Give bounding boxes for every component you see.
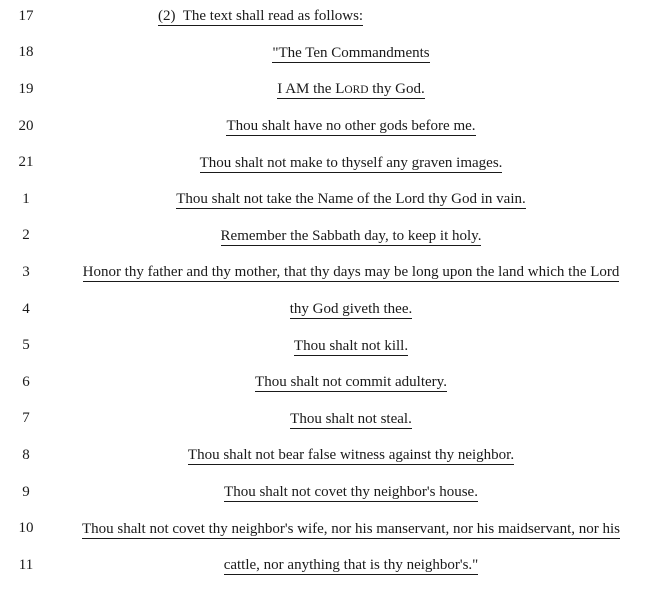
line-text: Thou shalt not covet thy neighbor's wife, nor his manservant, nor his maidservant, nor his	[81, 520, 621, 537]
document-line	[0, 327, 670, 364]
document-line	[0, 401, 670, 438]
line-content	[60, 483, 642, 501]
line-content	[60, 410, 642, 428]
line-text: Thou shalt have no other gods before me.	[226, 118, 476, 135]
line-content	[60, 520, 642, 538]
document-line	[0, 254, 670, 291]
line-content	[60, 154, 642, 172]
line-text: Thou shalt not bear false witness against thy neighbor.	[187, 447, 515, 464]
document-line	[0, 474, 670, 511]
document-line	[0, 437, 670, 474]
document-line	[0, 218, 670, 255]
line-number: 8	[22, 446, 30, 463]
line-number: 3	[22, 263, 30, 280]
line-text: cattle, nor anything that is thy neighbor's."	[223, 557, 479, 574]
line-text: thy God giveth thee.	[289, 301, 413, 318]
document-line	[0, 35, 670, 72]
line-number: 4	[22, 300, 30, 317]
line-text-segment: I AM the L	[277, 81, 345, 98]
line-text: Remember the Sabbath day, to keep it holy.	[220, 227, 482, 244]
document-line	[0, 108, 670, 145]
line-content	[60, 190, 642, 208]
line-content	[60, 300, 642, 318]
line-content	[60, 556, 642, 574]
line-number: 19	[18, 80, 34, 97]
document-line	[0, 0, 670, 35]
line-number: 1	[22, 190, 30, 207]
line-text: Thou shalt not steal.	[290, 410, 412, 427]
document-line	[0, 181, 670, 218]
document-line	[0, 144, 670, 181]
line-text: Honor thy father and thy mother, that thy days may be long upon the land which the Lord	[82, 264, 620, 281]
document-line	[0, 510, 670, 547]
line-text: "The Ten Commandments	[272, 44, 430, 61]
line-number: 21	[18, 154, 34, 171]
line-content	[60, 373, 642, 391]
line-number: 5	[22, 337, 30, 354]
line-text: Thou shalt not commit adultery.	[255, 374, 447, 391]
line-content	[60, 44, 642, 62]
line-content	[60, 446, 642, 464]
line-number: 20	[18, 117, 34, 134]
line-number: 9	[22, 483, 30, 500]
line-text: (2) The text shall read as follows:	[158, 8, 364, 25]
document-line	[0, 364, 670, 401]
line-text: Thou shalt not make to thyself any graven images.	[199, 154, 503, 171]
line-number: 18	[18, 44, 34, 61]
document-line	[0, 291, 670, 328]
line-content	[60, 117, 642, 135]
line-number: 11	[18, 556, 34, 573]
document-line	[0, 547, 670, 584]
line-number: 7	[22, 410, 30, 427]
line-content	[60, 337, 642, 355]
document-line	[0, 71, 670, 108]
line-content	[60, 263, 642, 281]
line-text: Thou shalt not kill.	[293, 337, 409, 354]
line-text	[277, 81, 424, 99]
line-text-smallcaps-segment: ORD	[344, 84, 369, 97]
line-number: 2	[22, 227, 30, 244]
line-number: 17	[18, 7, 34, 24]
line-content	[60, 227, 642, 245]
line-content	[60, 80, 642, 98]
line-number: 6	[22, 373, 30, 390]
line-text: Thou shalt not covet thy neighbor's house.	[224, 484, 478, 501]
line-text-segment: thy God.	[368, 81, 425, 98]
line-content	[60, 7, 642, 25]
line-text: Thou shalt not take the Name of the Lord thy God in vain.	[176, 191, 526, 208]
line-number: 10	[18, 520, 34, 537]
